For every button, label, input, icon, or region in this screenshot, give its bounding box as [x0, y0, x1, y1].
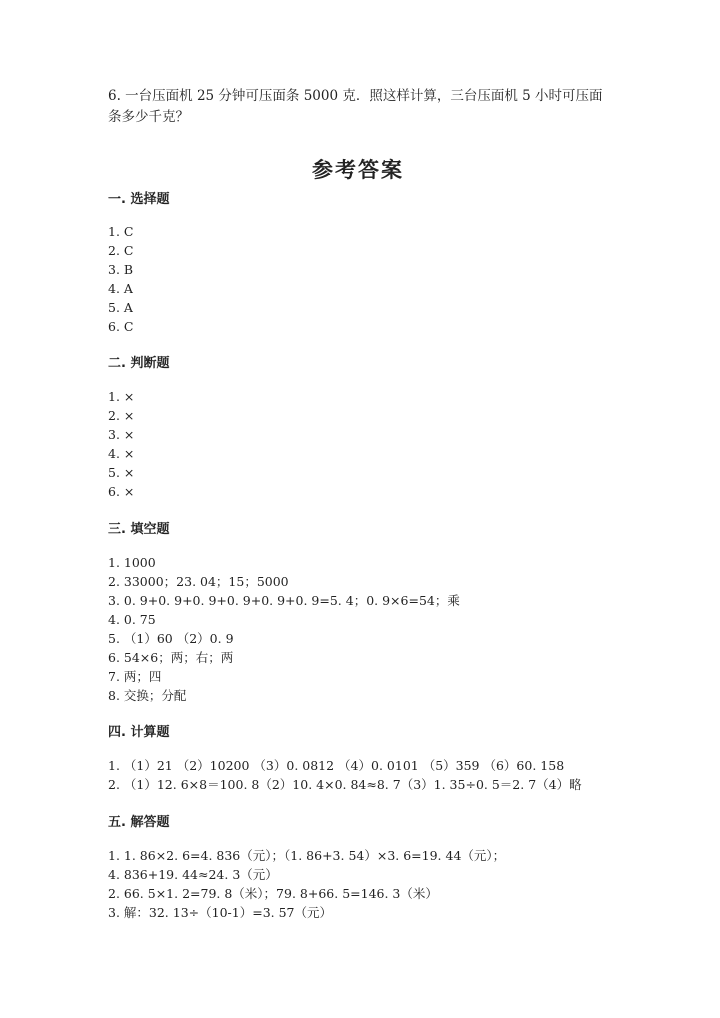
list-item: 3. × — [108, 427, 135, 442]
list-item: 1. × — [108, 389, 135, 404]
list-item: 2. C — [108, 243, 134, 258]
list-item: 1. C — [108, 224, 134, 239]
list-item: 7. 两；四 — [108, 669, 162, 684]
list-item: 2. 66. 5×1. 2=79. 8（米）；79. 8+66. 5=146. 3（米） — [108, 886, 438, 901]
list-item: 3. 0. 9+0. 9+0. 9+0. 9+0. 9+0. 9=5. 4；0. 9×6=54；乘 — [108, 593, 460, 608]
list-item: 4. A — [108, 281, 133, 296]
answer-title: 参考答案 — [312, 158, 404, 182]
list-item: 4. × — [108, 446, 135, 461]
list-item: 6. C — [108, 319, 134, 334]
problem-6-text: 6. 一台压面机 25 分钟可压面条 5000 克．照这样计算，三台压面机 5 小时可压面条多少千克？ — [108, 88, 603, 125]
list-item: 4. 836+19. 44≈24. 3（元） — [108, 867, 278, 882]
list-item: 2. × — [108, 408, 135, 423]
list-item: 1. 1000 — [108, 555, 156, 570]
list-item: 2. （1）12. 6×8＝100. 8（2）10. 4×0. 84≈8. 7（3）1. 35÷0. 5＝2. 7（4）略 — [108, 777, 582, 792]
judgement-answers — [108, 387, 134, 501]
section-title-word-problems: 五. 解答题 — [108, 815, 170, 830]
calculation-answers — [108, 756, 582, 794]
choice-answers — [108, 222, 133, 336]
list-item: 1. （1）21 （2）10200 （3）0. 0812 （4）0. 0101 （5）359 （6）60. 158 — [108, 758, 565, 773]
list-item: 4. 0. 75 — [108, 612, 156, 627]
section-title-fill-blank: 三. 填空题 — [108, 522, 170, 537]
list-item: 3. 解：32. 13÷（10-1）=3. 57（元） — [108, 905, 332, 920]
list-item: 5. （1）60 （2）0. 9 — [108, 631, 234, 646]
list-item: 1. 1. 86×2. 6=4. 836（元）；（1. 86+3. 54）×3. 6=19. 44（元）； — [108, 848, 506, 863]
list-item: 2. 33000；23. 04；15；5000 — [108, 574, 289, 589]
section-title-calculation: 四. 计算题 — [108, 725, 170, 740]
word-problem-answers — [108, 846, 505, 922]
answer-page — [108, 86, 608, 184]
list-item: 3. B — [108, 262, 134, 277]
list-item: 8. 交换；分配 — [108, 688, 187, 703]
fill-blank-answers — [108, 553, 460, 705]
list-item: 5. × — [108, 465, 135, 480]
section-title-choice: 一. 选择题 — [108, 192, 170, 207]
list-item: 6. 54×6；两；右；两 — [108, 650, 234, 665]
list-item: 5. A — [108, 300, 133, 315]
list-item: 6. × — [108, 484, 135, 499]
section-title-judgement: 二. 判断题 — [108, 356, 170, 371]
